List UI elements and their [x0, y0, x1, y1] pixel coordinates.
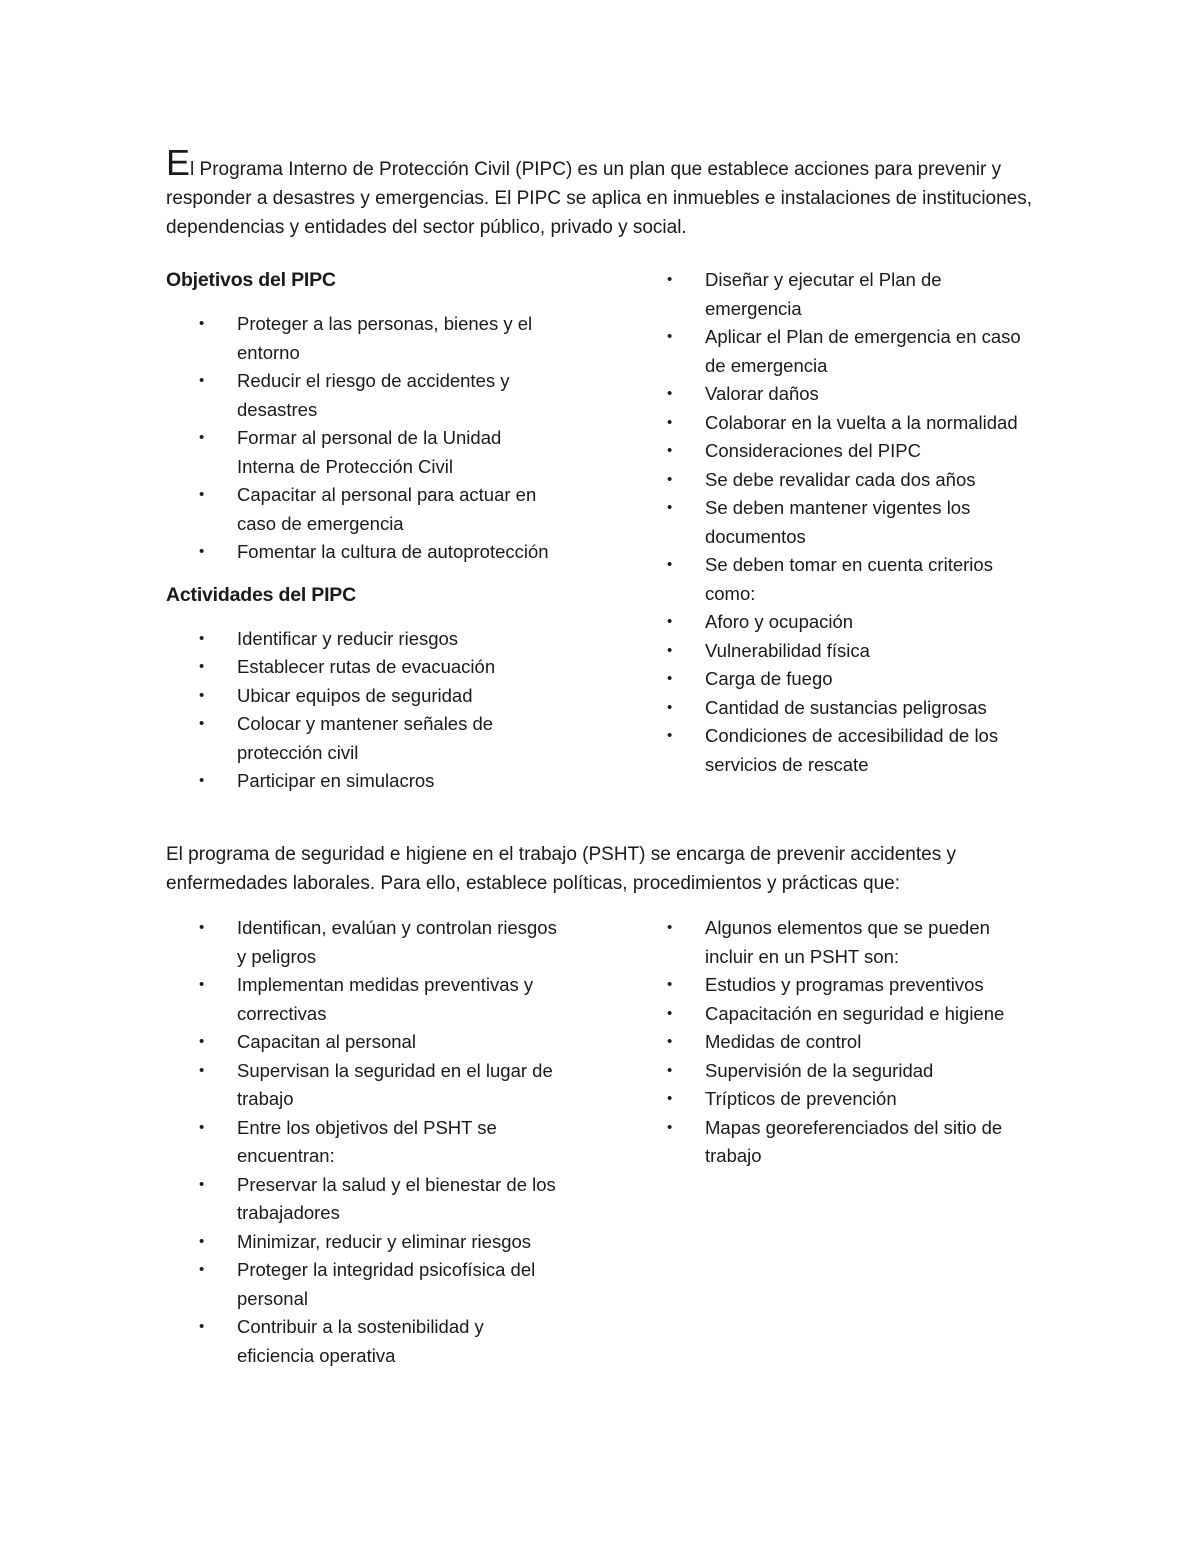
bullet-icon: • — [667, 413, 673, 431]
list-item — [166, 310, 557, 367]
bullet-icon: • — [199, 629, 205, 647]
list-item — [634, 323, 1025, 380]
bullet-icon: • — [667, 470, 673, 488]
list-item — [634, 1057, 1025, 1086]
bullet-icon: • — [199, 372, 205, 389]
list-item-text: Trípticos de prevención — [705, 1088, 897, 1109]
list-item-text: Fomentar la cultura de autoprotección — [237, 541, 549, 562]
list-item — [634, 437, 1025, 466]
list-item-text: Colaborar en la vuelta a la normalidad — [705, 411, 1018, 433]
intro-text: l Programa Interno de Protección Civil (PIPC) es un plan que establece acciones para prevenir y responder a desastres y emergencias. El PIPC se aplica en inmuebles e instalaciones de instituciones, dependencias y entidades del sector público, privado y social. — [166, 159, 1033, 238]
pipc-left-column — [166, 266, 566, 796]
bullet-icon: • — [667, 499, 673, 516]
bullet-icon: • — [667, 1004, 673, 1022]
list-item-text: Aplicar el Plan de emergencia en caso de emergencia — [705, 326, 1021, 376]
list-item — [634, 1028, 1025, 1057]
bullet-icon: • — [667, 556, 673, 573]
list-item — [634, 694, 1025, 723]
list-item — [166, 1171, 557, 1228]
list-item-text: Formar al personal de la Unidad Interna de Protección Civil — [237, 427, 502, 477]
bullet-icon: • — [199, 1318, 205, 1335]
bullet-icon: • — [199, 658, 205, 675]
list-item-text: Condiciones de accesibilidad de los servicios de rescate — [705, 725, 999, 775]
list-item — [166, 1313, 557, 1370]
list-item-text: Supervisión de la seguridad — [705, 1059, 934, 1081]
bullet-icon: • — [199, 919, 205, 936]
pipc-right-column — [634, 266, 1034, 779]
list-item — [166, 1114, 557, 1171]
list-item-text: Minimizar, reducir y eliminar riesgos — [237, 1230, 532, 1252]
bullet-icon: • — [667, 1033, 673, 1050]
list-item-text: Identificar y reducir riesgos — [237, 627, 459, 649]
psht-left-list — [166, 914, 566, 1370]
bullet-icon: • — [667, 1061, 673, 1079]
list-item — [166, 914, 557, 971]
list-item-text: Mapas georeferenciados del sitio de trabajo — [705, 1116, 1003, 1166]
list-item-text: Se debe revalidar cada dos años — [705, 468, 976, 490]
bullet-icon: • — [667, 641, 673, 659]
list-item — [634, 1114, 1025, 1171]
list-item-text: Consideraciones del PIPC — [705, 440, 921, 461]
activities-heading: Actividades del PIPC — [166, 583, 356, 606]
list-item-text: Reducir el riesgo de accidentes y desastres — [237, 370, 510, 420]
list-item-text: Entre los objetivos del PSHT se encuentran: — [237, 1116, 497, 1166]
list-item-text: Proteger la integridad psicofísica del personal — [237, 1259, 536, 1309]
psht-right-list — [634, 914, 1034, 1171]
psht-right-column — [634, 914, 1034, 1171]
list-item — [634, 466, 1025, 495]
bullet-icon: • — [199, 976, 205, 993]
bullet-icon: • — [199, 686, 205, 704]
list-item-text: Ubicar equipos de seguridad — [237, 684, 473, 706]
bullet-icon: • — [199, 1175, 205, 1193]
list-item — [166, 424, 557, 481]
bullet-icon: • — [199, 486, 205, 503]
list-item-text: Identifican, evalúan y controlan riesgos y peligros — [237, 917, 557, 967]
bullet-icon: • — [667, 1090, 673, 1107]
list-item — [166, 1256, 557, 1313]
bullet-icon: • — [199, 1232, 205, 1250]
list-item-text: Implementan medidas preventivas y correctivas — [237, 974, 534, 1024]
bullet-icon: • — [667, 698, 673, 716]
bullet-icon: • — [199, 1033, 205, 1050]
intro-paragraph — [166, 142, 1046, 242]
bullet-icon: • — [667, 670, 673, 687]
list-item — [634, 494, 1025, 551]
list-item-text: Preservar la salud y el bienestar de los trabajadores — [237, 1173, 556, 1223]
list-item-text: Se deben tomar en cuenta criterios como: — [705, 554, 993, 604]
bullet-icon: • — [667, 271, 673, 288]
pipc-right-list — [634, 266, 1034, 779]
list-item — [166, 1057, 557, 1114]
list-item — [166, 682, 557, 711]
list-item-text: Proteger a las personas, bienes y el entorno — [237, 313, 533, 363]
list-item — [634, 266, 1025, 323]
list-item — [634, 914, 1025, 971]
list-item-text: Vulnerabilidad física — [705, 639, 870, 661]
list-item — [634, 1085, 1025, 1114]
bullet-icon: • — [199, 315, 205, 332]
list-item — [634, 971, 1025, 1000]
bullet-icon: • — [667, 328, 673, 345]
activities-list — [166, 625, 566, 796]
bullet-icon: • — [667, 919, 673, 936]
bullet-icon: • — [199, 543, 205, 560]
bullet-icon: • — [667, 727, 673, 744]
bullet-icon: • — [199, 1061, 205, 1079]
list-item-text: Capacitar al personal para actuar en caso de emergencia — [237, 484, 537, 534]
bullet-icon: • — [199, 1118, 205, 1136]
list-item — [634, 722, 1025, 779]
bullet-icon: • — [199, 1261, 205, 1278]
list-item-text: Establecer rutas de evacuación — [237, 656, 496, 677]
list-item — [166, 653, 557, 682]
bullet-icon: • — [667, 976, 673, 993]
bullet-icon: • — [199, 772, 205, 789]
list-item — [634, 637, 1025, 666]
list-item — [166, 1028, 557, 1057]
list-item — [634, 608, 1025, 637]
bullet-icon: • — [667, 613, 673, 630]
objectives-heading: Objetivos del PIPC — [166, 269, 336, 291]
list-item — [166, 767, 557, 796]
list-item — [166, 710, 557, 767]
list-item-text: Diseñar y ejecutar el Plan de emergencia — [705, 269, 942, 319]
list-item-text: Capacitación en seguridad e higiene — [705, 1002, 1005, 1024]
list-item-text: Valorar daños — [705, 383, 819, 404]
psht-left-column — [166, 914, 566, 1370]
psht-paragraph: El programa de seguridad e higiene en el trabajo (PSHT) se encarga de prevenir accidentes y enfermedades laborales. Para ello, establece políticas, procedimientos y prácticas que: — [166, 844, 957, 894]
list-item-text: Capacitan al personal — [237, 1031, 416, 1052]
list-item-text: Cantidad de sustancias peligrosas — [705, 696, 987, 718]
list-item — [166, 481, 557, 538]
list-item-text: Colocar y mantener señales de protección civil — [237, 713, 494, 763]
list-item-text: Se deben mantener vigentes los documentos — [705, 497, 971, 547]
list-item — [166, 538, 557, 567]
bullet-icon: • — [667, 442, 673, 459]
list-item-text: Contribuir a la sostenibilidad y eficiencia operativa — [237, 1316, 484, 1366]
list-item-text: Aforo y ocupación — [705, 611, 854, 632]
list-item — [634, 409, 1025, 438]
list-item-text: Medidas de control — [705, 1031, 862, 1052]
list-item — [634, 380, 1025, 409]
list-item-text: Participar en simulacros — [237, 770, 435, 791]
bullet-icon: • — [199, 715, 205, 732]
bullet-icon: • — [667, 385, 673, 402]
list-item — [166, 1228, 557, 1257]
list-item-text: Carga de fuego — [705, 668, 833, 689]
objectives-list — [166, 310, 566, 567]
list-item — [166, 367, 557, 424]
list-item — [634, 665, 1025, 694]
list-item-text: Supervisan la seguridad en el lugar de trabajo — [237, 1059, 553, 1109]
list-item — [166, 625, 557, 654]
list-item-text: Algunos elementos que se pueden incluir en un PSHT son: — [705, 917, 990, 967]
intro-dropcap: E — [166, 142, 191, 183]
list-item-text: Estudios y programas preventivos — [705, 974, 984, 995]
list-item — [166, 971, 557, 1028]
bullet-icon: • — [667, 1118, 673, 1136]
bullet-icon: • — [199, 429, 205, 446]
list-item — [634, 551, 1025, 608]
list-item — [634, 1000, 1025, 1029]
